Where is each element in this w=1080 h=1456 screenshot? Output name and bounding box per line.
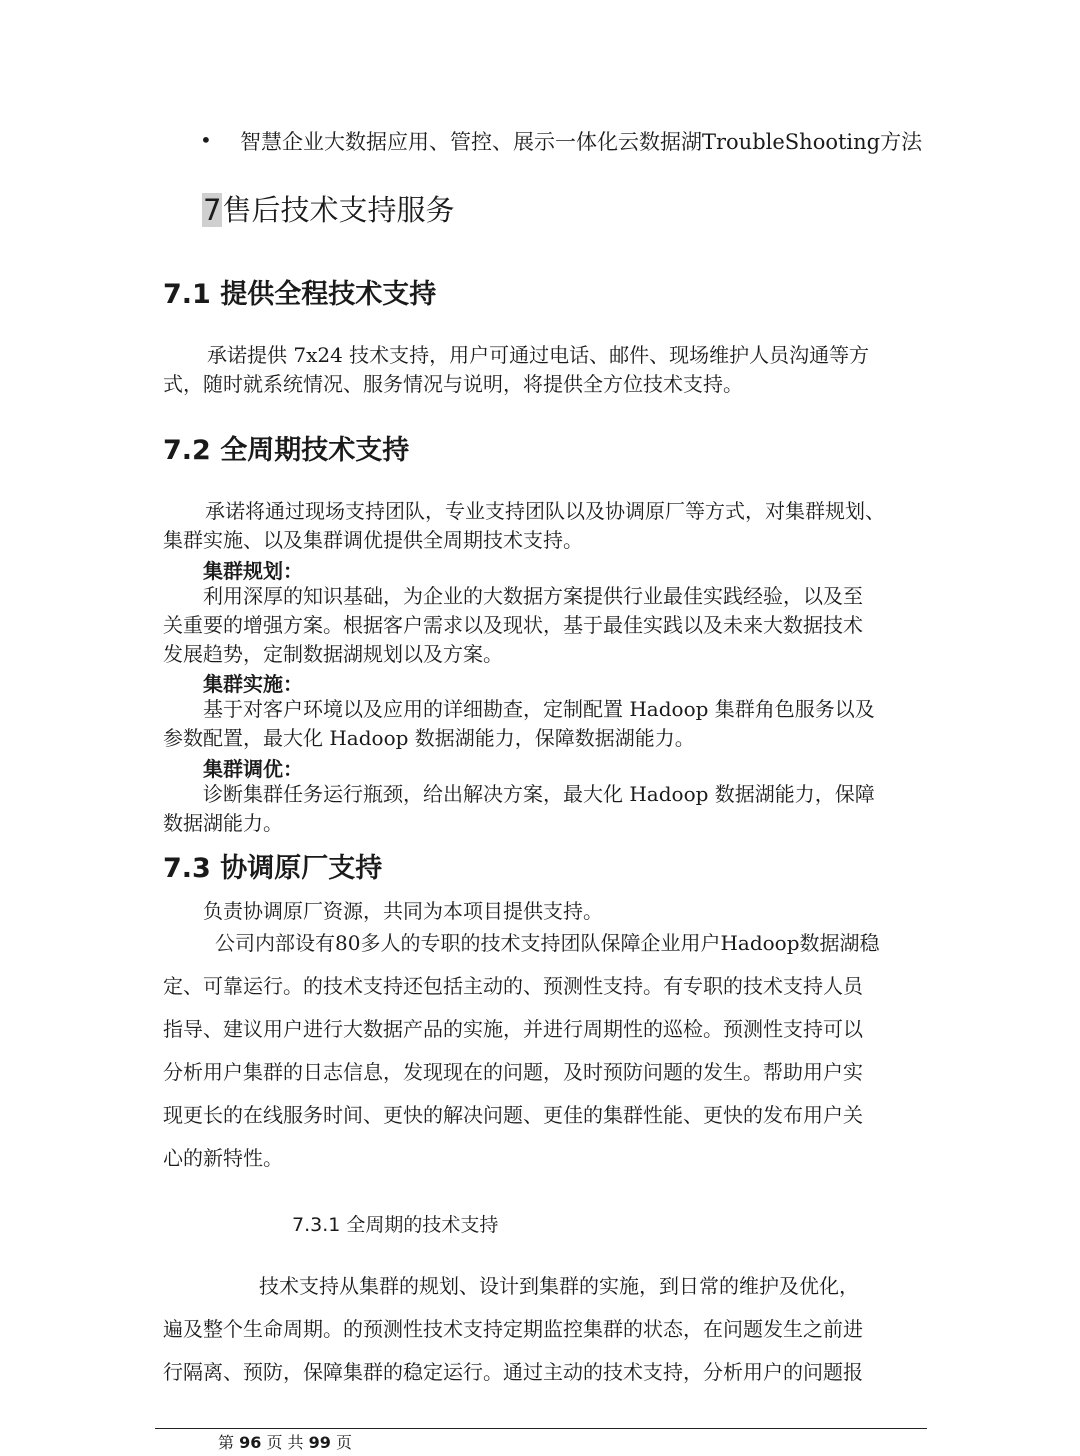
paragraph-line: 集群实施、以及集群调优提供全周期技术支持。 (163, 528, 583, 552)
chapter-heading (202, 188, 454, 229)
tuning-paragraph (163, 780, 923, 838)
section-heading-7-3-1: 7.3.1 全周期的技术支持 (292, 1214, 499, 1236)
paragraph-line: 技术支持从集群的规划、设计到集群的实施，到日常的维护及优化， (259, 1274, 859, 1298)
chapter-number: 7 (203, 193, 222, 227)
current-page-number: 96 (239, 1433, 262, 1452)
section-7-3-lead: 负责协调原厂资源，共同为本项目提供支持。 (203, 899, 603, 923)
paragraph-line: 遍及整个生命周期。的预测性技术支持定期监控集群的状态，在问题发生之前进 (163, 1317, 863, 1341)
section-heading-7-1: 7.1 提供全程技术支持 (163, 279, 437, 310)
paragraph-line: 发展趋势，定制数据湖规划以及方案。 (163, 642, 503, 666)
page-footer (218, 1430, 352, 1453)
planning-label: 集群规划： (203, 559, 303, 583)
paragraph-line: 公司内部设有80多人的专职的技术支持团队保障企业用户Hadoop数据湖稳 (215, 931, 880, 955)
paragraph-line: 分析用户集群的日志信息，发现现在的问题，及时预防问题的发生。帮助用户实 (163, 1060, 863, 1084)
chapter-title: 售后技术支持服务 (222, 193, 455, 227)
paragraph-line: 利用深厚的知识基础，为企业的大数据方案提供行业最佳实践经验，以及至 (203, 584, 863, 608)
bullet-text: 智慧企业大数据应用、管控、展示一体化云数据湖TroubleShooting方法 (240, 130, 923, 154)
planning-paragraph (163, 582, 923, 669)
paragraph-line: 承诺将通过现场支持团队，专业支持团队以及协调原厂等方式，对集群规划、 (205, 499, 885, 523)
bullet-symbol: • (200, 128, 212, 152)
paragraph-line: 数据湖能力。 (163, 811, 283, 835)
paragraph-line: 参数配置，最大化 Hadoop 数据湖能力，保障数据湖能力。 (163, 726, 695, 750)
footer-suffix: 页 (336, 1433, 353, 1452)
paragraph-line: 现更长的在线服务时间、更快的解决问题、更佳的集群性能、更快的发布用户关 (163, 1103, 863, 1127)
paragraph-line: 行隔离、预防，保障集群的稳定运行。通过主动的技术支持，分析用户的问题报 (163, 1360, 863, 1384)
section-7-3-1-paragraph (163, 1265, 923, 1394)
paragraph-line: 指导、建议用户进行大数据产品的实施，并进行周期性的巡检。预测性支持可以 (163, 1017, 863, 1041)
paragraph-line: 诊断集群任务运行瓶颈，给出解决方案，最大化 Hadoop 数据湖能力，保障 (203, 782, 875, 806)
paragraph-line: 基于对客户环境以及应用的详细勘查，定制配置 Hadoop 集群角色服务以及 (203, 697, 875, 721)
footer-middle: 页 共 (266, 1433, 304, 1452)
tuning-label: 集群调优： (203, 757, 303, 781)
paragraph-line: 式，随时就系统情况、服务情况与说明，将提供全方位技术支持。 (163, 372, 743, 396)
paragraph-line: 承诺提供 7x24 技术支持，用户可通过电话、邮件、现场维护人员沟通等方 (207, 343, 870, 367)
footer-rule (155, 1428, 927, 1429)
footer-prefix: 第 (218, 1433, 235, 1452)
paragraph-line: 关重要的增强方案。根据客户需求以及现状，基于最佳实践以及未来大数据技术 (163, 613, 863, 637)
section-7-3-paragraph (163, 922, 923, 1180)
paragraph-line: 心的新特性。 (163, 1146, 283, 1170)
section-7-2-intro (163, 497, 923, 555)
section-heading-7-2: 7.2 全周期技术支持 (163, 435, 410, 466)
section-7-1-paragraph (163, 341, 923, 399)
section-heading-7-3: 7.3 协调原厂支持 (163, 853, 383, 884)
total-page-number: 99 (308, 1433, 331, 1452)
implementation-label: 集群实施： (203, 672, 303, 696)
paragraph-line: 定、可靠运行。的技术支持还包括主动的、预测性支持。有专职的技术支持人员 (163, 974, 863, 998)
implementation-paragraph (163, 695, 923, 753)
